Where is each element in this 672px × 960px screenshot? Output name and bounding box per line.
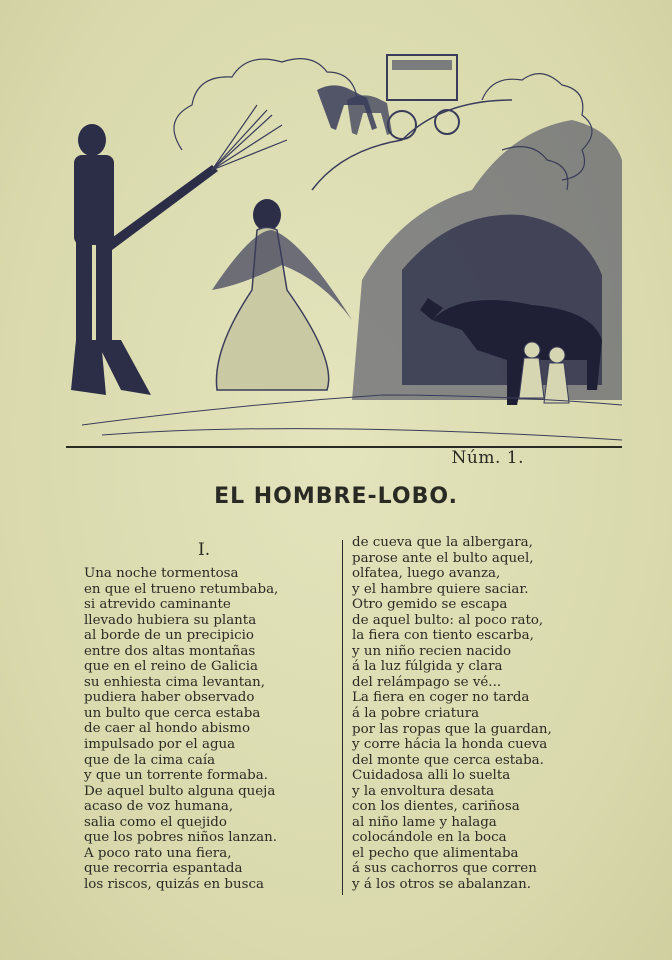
hunter-figure xyxy=(71,124,218,395)
verse-line: acaso de voz humana, xyxy=(84,799,234,815)
woman-figure xyxy=(212,199,352,390)
verse-line: A poco rato una fiera, xyxy=(84,845,232,861)
verse-line: á la luz fúlgida y clara xyxy=(352,659,503,675)
verse-line: Una noche tormentosa xyxy=(84,566,239,581)
verse-line: en que el trueno retumbaba, xyxy=(84,581,279,597)
gun-blast xyxy=(212,105,287,170)
verse-line: los riscos, quizás en busca xyxy=(84,876,264,892)
verse-line: llevado hubiera su planta xyxy=(84,612,257,628)
verse-line: del monte que cerca estaba. xyxy=(352,752,544,768)
verse-line: parose ante el bulto aquel, xyxy=(352,550,534,566)
verse-line: por las ropas que la guardan, xyxy=(352,721,552,737)
verse-line: que recorria espantada xyxy=(84,861,243,877)
verse-line: la fiera con tiento escarba, xyxy=(352,628,534,644)
verse-line: un bulto que cerca estaba xyxy=(84,705,261,721)
right-column xyxy=(352,535,552,893)
verse-line: y que un torrente formaba. xyxy=(84,768,268,784)
verse-line: Cuidadosa alli lo suelta xyxy=(352,768,511,784)
verse-line: de aquel bulto: al poco rato, xyxy=(352,612,544,628)
verse-line: y el hambre quiere saciar. xyxy=(352,581,529,597)
section-numeral: I. xyxy=(198,540,211,560)
verse-line: que en el reino de Galicia xyxy=(84,659,258,675)
verse-line: con los dientes, cariñosa xyxy=(352,799,520,815)
verse-line: de caer al hondo abismo xyxy=(84,721,251,737)
verse-line: si atrevido caminante xyxy=(84,597,231,613)
verse-line: del relámpago se vé... xyxy=(352,674,502,690)
verse-line: De aquel bulto alguna queja xyxy=(84,783,276,799)
column-divider xyxy=(342,540,343,895)
verse-line: pudiera haber observado xyxy=(84,690,255,706)
verse-line: que los pobres niños lanzan. xyxy=(84,830,278,846)
verse-line: al borde de un precipicio xyxy=(84,628,254,644)
verse-line: al niño lame y halaga xyxy=(352,814,497,830)
ground xyxy=(82,395,622,440)
page-title: EL HOMBRE-LOBO. xyxy=(214,484,458,509)
verse-line: y corre hácia la honda cueva xyxy=(352,737,548,753)
stagecoach xyxy=(317,55,459,139)
verse-line: y á los otros se abalanzan. xyxy=(352,877,531,893)
verse-line: olfatea, luego avanza, xyxy=(352,566,501,582)
verse-line: La fiera en coger no tarda xyxy=(352,690,530,706)
verse-line: Otro gemido se escapa xyxy=(352,597,508,613)
verse-line: y un niño recien nacido xyxy=(352,643,512,659)
verse-line: á sus cachorros que corren xyxy=(352,861,537,877)
illustration-rule xyxy=(66,446,622,448)
verse-line: salia como el quejido xyxy=(84,814,227,830)
verse-line: entre dos altas montañas xyxy=(84,643,256,659)
issue-number: Núm. 1. xyxy=(451,448,524,468)
verse-line: que de la cima caía xyxy=(84,752,216,768)
verse-line: su enhiesta cima levantan, xyxy=(84,674,265,690)
verse-line: á la pobre criatura xyxy=(352,706,480,722)
verse-line: impulsado por el agua xyxy=(84,737,236,753)
left-column xyxy=(84,566,278,892)
verse-line: de cueva que la albergara, xyxy=(352,535,533,550)
verse-line: el pecho que alimentaba xyxy=(352,845,519,861)
verse-line: y la envoltura desata xyxy=(352,783,495,799)
woodcut-illustration xyxy=(62,30,622,450)
verse-line: colocándole en la boca xyxy=(352,830,507,846)
